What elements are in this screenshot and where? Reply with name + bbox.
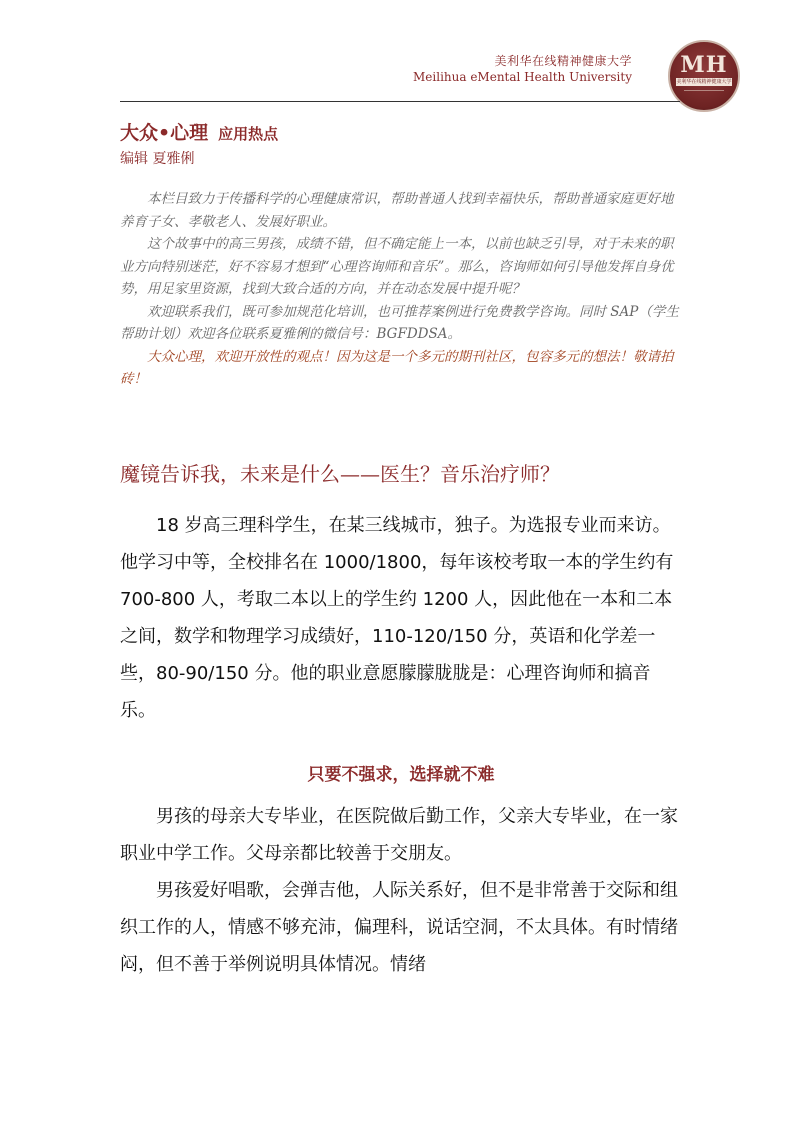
article-title: 魔镜告诉我，未来是什么——医生？音乐治疗师？ <box>120 462 560 486</box>
column-title <box>120 118 278 145</box>
column-subtitle: 应用热点 <box>218 125 279 143</box>
article-paragraph: 男孩爱好唱歌，会弹吉他，人际关系好，但不是非常善于交际和组织工作的人，情感不够充沛，偏理科，说话空洞，不太具体。有时情绪闷，但不善于举例说明具体情况。情绪 <box>120 880 678 975</box>
article-paragraph: 18 岁高三理科学生，在某三线城市，独子。为选报专业而来访。他学习中等，全校排名在 1000/1800，每年该校考取一本的学生约有 700-800 人，考取二本以上的学生约 1200 人，因此他在一本和二本之间，数学和物理学习成绩好，110-120/150 分，英语和化学差一些，80-90/150 分。他的职业意愿朦朦胧胧是：心理咨询师和搞音乐。 <box>120 515 674 721</box>
logo-decoration <box>684 90 724 105</box>
article-body-section-1 <box>120 507 682 729</box>
column-intro <box>120 188 680 391</box>
header-divider <box>120 101 680 102</box>
intro-paragraph: 这个故事中的高三男孩，成绩不错，但不确定能上一本，以前也缺乏引导，对于未来的职业方向特别迷茫，好不容易才想到“心理咨询师和音乐”。那么，咨询师如何引导他发挥自身优势，用足家里资源，找到大致合适的方向，并在动态发展中提升呢？ <box>120 236 674 297</box>
logo-initials: MH <box>680 52 728 78</box>
article-paragraph: 男孩的母亲大专毕业，在医院做后勤工作，父亲大专毕业，在一家职业中学工作。父母亲都比较善于交朋友。 <box>120 806 678 864</box>
intro-slogan: 大众心理，欢迎开放性的观点！因为这是一个多元的期刊社区，包容多元的想法！敬请拍砖！ <box>120 348 674 387</box>
article-body-section-2 <box>120 798 682 983</box>
article-subheading: 只要不强求，选择就不难 <box>307 765 495 785</box>
intro-paragraph: 欢迎联系我们，既可参加规范化培训，也可推荐案例进行免费教学咨询。同时 SAP（学生帮助计划）欢迎各位联系夏雅俐的微信号：BGFDDSA。 <box>120 303 679 342</box>
intro-paragraph: 本栏目致力于传播科学的心理健康常识，帮助普通人找到幸福快乐，帮助普通家庭更好地养育子女、孝敬老人、发展好职业。 <box>120 191 674 230</box>
editor-credit: 编辑 夏雅俐 <box>120 151 195 167</box>
logo-band-text: 美利华在线精神健康大学 <box>676 79 732 85</box>
column-name: 大众•心理 <box>120 122 209 144</box>
header-university-cn: 美利华在线精神健康大学 <box>494 54 632 68</box>
header-university-en: Meilihua eMental Health University <box>413 70 632 84</box>
